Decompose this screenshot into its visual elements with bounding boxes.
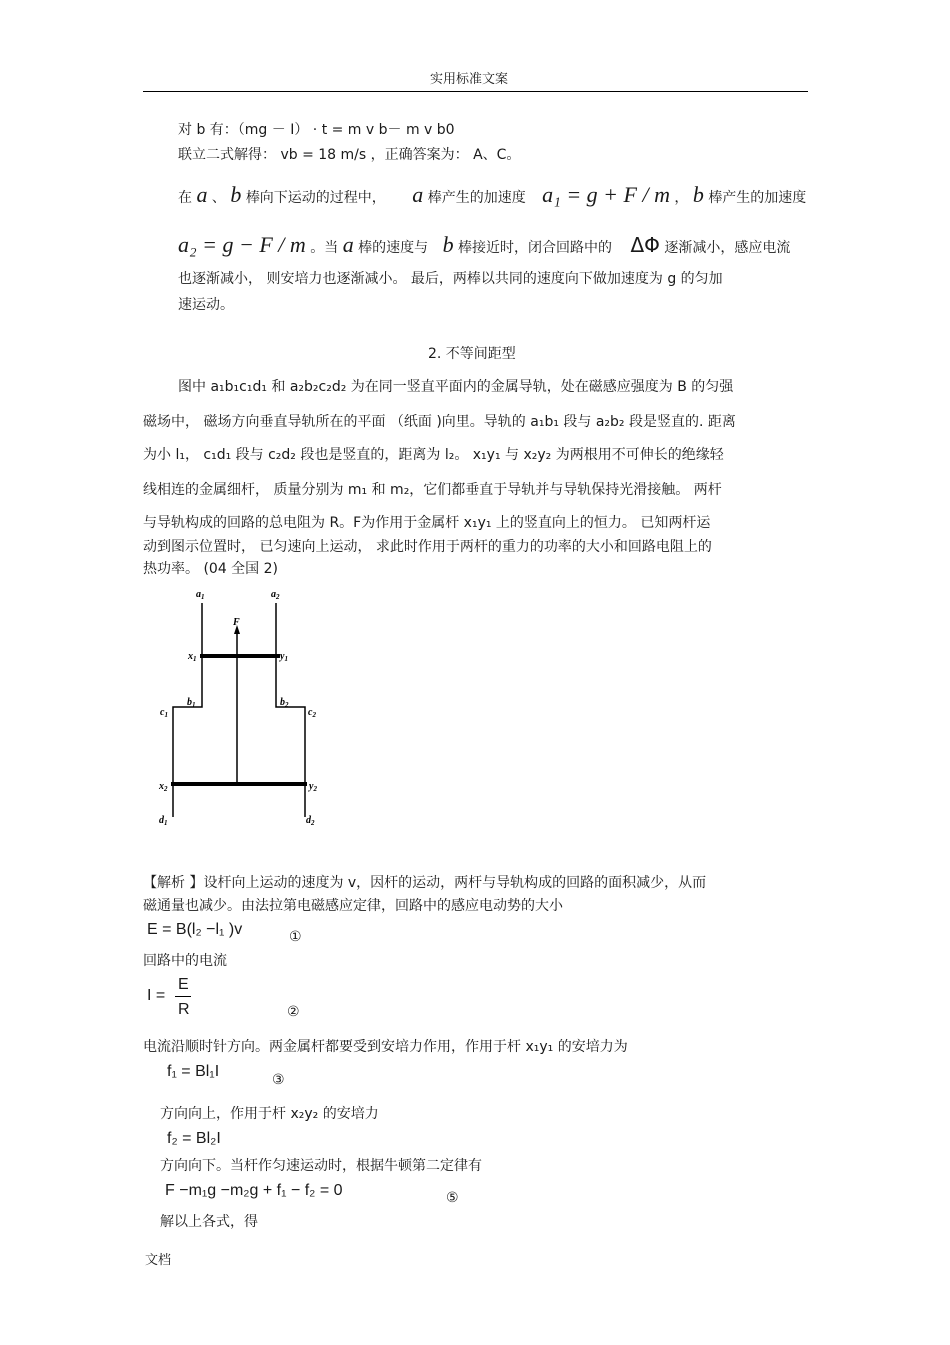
symbol-a: a xyxy=(196,182,208,207)
text-fragment: ， xyxy=(674,190,689,206)
label-d1: $d_1$ xyxy=(159,815,168,827)
text-fragment: 、 xyxy=(211,190,226,206)
symbol-a: a xyxy=(412,182,424,207)
text-fragment: 棒向下运动的过程中， xyxy=(245,190,386,206)
text-fragment: 棒产生的加速度 xyxy=(427,190,526,206)
solution-line: 方向向上，作用于杆 x₂y₂ 的安培力 xyxy=(160,1106,379,1122)
paragraph-line: 为小 l₁， c₁d₁ 段与 c₂d₂ 段也是竖直的，距离为 l₂。 x₁y₁ 与 x₂y₂ 为两根用不可伸长的绝缘轻 xyxy=(143,447,724,463)
equation-a1: a₁ = g + F / m xyxy=(542,182,670,207)
equation-2-left: I = xyxy=(147,987,166,1004)
label-F: F xyxy=(233,617,240,628)
text-line: 速运动。 xyxy=(178,297,234,313)
text-fragment: 逐渐减小，感应电流 xyxy=(664,240,791,256)
solution-line: 【解析 】设杆向上运动的速度为 v，因杆的运动，两杆与导轨构成的回路的面积减少，从而 xyxy=(143,875,707,891)
fraction-line xyxy=(175,996,191,997)
text-fragment: 在 xyxy=(178,190,192,206)
delta-phi: ΔΦ xyxy=(630,233,660,257)
rod-x2y2 xyxy=(171,782,307,786)
equation-1: E = B(l₂ −l₁ )v xyxy=(147,921,243,938)
text-line xyxy=(178,180,806,213)
label-y2: $y_2$ xyxy=(309,781,317,793)
paragraph-line: 线相连的金属细杆， 质量分别为 m₁ 和 m₂，它们都垂直于导轨并与导轨保持光滑接触。 两杆 xyxy=(143,482,722,498)
text-fragment: 。当 xyxy=(310,240,339,256)
label-y1: $y_1$ xyxy=(280,651,288,663)
equation-number: ② xyxy=(287,1004,300,1020)
paragraph-line: 图中 a₁b₁c₁d₁ 和 a₂b₂c₂d₂ 为在同一竖直平面内的金属导轨，处在磁感应强度为 B 的匀强 xyxy=(178,379,734,395)
symbol-a: a xyxy=(342,232,354,257)
text-line xyxy=(178,230,790,263)
symbol-b: b xyxy=(442,232,454,257)
rod-x1y1 xyxy=(200,654,280,658)
text-fragment: 棒产生的加速度 xyxy=(708,190,807,206)
equation-5: F −m₁g −m₂g + f₁ − f₂ = 0 xyxy=(165,1182,343,1199)
label-c2: $c_2$ xyxy=(308,707,316,719)
text-line: 也逐渐减小， 则安培力也逐渐减小。 最后，两棒以共同的速度向下做加速度为 g 的匀加 xyxy=(178,271,723,287)
paragraph-line: 动到图示位置时， 已匀速向上运动， 求此时作用于两杆的重力的功率的大小和回路电阻上的 xyxy=(143,539,712,555)
paragraph-line: 与导轨构成的回路的总电阻为 R。F为作用于金属杆 x₁y₁ 上的竖直向上的恒力。 已知两杆运 xyxy=(143,515,711,531)
equation-3: f₁ = Bl₁I xyxy=(167,1063,220,1080)
solution-line: 回路中的电流 xyxy=(143,953,227,969)
section-title: 2. 不等间距型 xyxy=(428,346,516,362)
symbol-b: b xyxy=(230,182,242,207)
label-b2: $b_2$ xyxy=(280,697,289,709)
text-fragment: 棒接近时，闭合回路中的 xyxy=(458,240,613,256)
equation-number: ① xyxy=(289,929,302,945)
text-fragment: 棒的速度与 xyxy=(358,240,429,256)
rail-diagram xyxy=(150,585,340,835)
solution-line: 解以上各式，得 xyxy=(160,1214,258,1230)
header-rule xyxy=(143,91,808,92)
equation-number: ⑤ xyxy=(446,1190,459,1206)
label-b1: $b_1$ xyxy=(187,697,196,709)
label-d2: $d_2$ xyxy=(306,815,315,827)
label-c1: $c_1$ xyxy=(160,707,168,719)
symbol-b: b xyxy=(692,182,704,207)
text-line: 对 b 有：（mg － I） · t = m v b－ m v b0 xyxy=(178,122,455,138)
paragraph-line: 磁场中， 磁场方向垂直导轨所在的平面 （纸面 )向里。导轨的 a₁b₁ 段与 a₂b₂ 段是竖直的. 距离 xyxy=(143,414,736,430)
label-a2: $a_2$ xyxy=(271,589,280,601)
text-line: 联立二式解得： vb = 18 m/s ，正确答案为： A、C。 xyxy=(178,147,521,163)
page-footer: 文档 xyxy=(145,1253,172,1268)
equation-a2: a₂ = g − F / m xyxy=(178,232,306,257)
label-a1: $a_1$ xyxy=(196,589,205,601)
label-x2: $x_2$ xyxy=(159,781,168,793)
solution-line: 方向向下。当杆作匀速运动时，根据牛顿第二定律有 xyxy=(160,1158,482,1174)
label-x1: $x_1$ xyxy=(188,651,197,663)
equation-2-numerator: E xyxy=(178,976,189,993)
paragraph-line: 热功率。 (04 全国 2) xyxy=(143,561,278,577)
solution-line: 磁通量也减少。由法拉第电磁感应定律，回路中的感应电动势的大小 xyxy=(143,898,563,914)
equation-2-denominator: R xyxy=(178,1001,190,1018)
solution-line: 电流沿顺时针方向。两金属杆都要受到安培力作用，作用于杆 x₁y₁ 的安培力为 xyxy=(143,1039,628,1055)
equation-number: ③ xyxy=(272,1072,285,1088)
page-header: 实用标准文案 xyxy=(430,72,509,87)
equation-4: f₂ = Bl₂I xyxy=(167,1130,221,1147)
